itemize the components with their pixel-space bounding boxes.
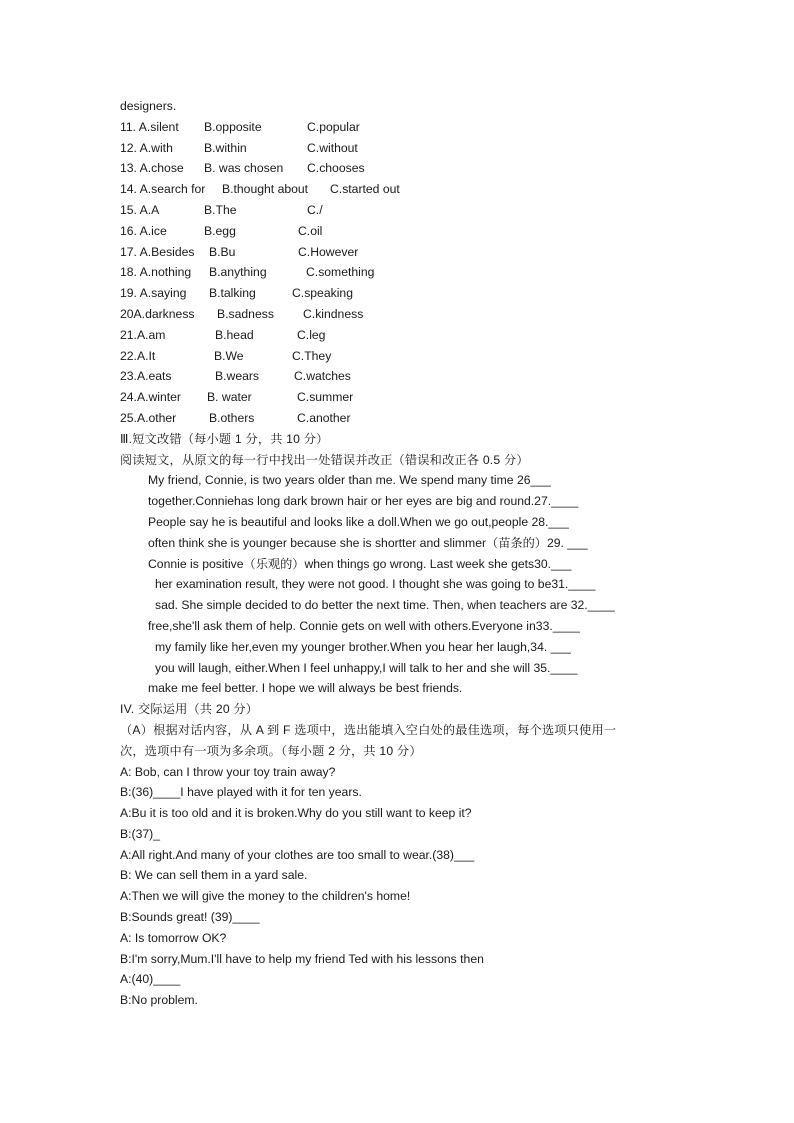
dialogue-line: B:(37)_ <box>120 826 160 841</box>
option-row-22 <box>120 346 720 367</box>
passage-line: free,she'll ask them of help. Connie gets on well with others.Everyone in33.____ <box>148 618 580 633</box>
dialogue-line: B:I'm sorry,Mum.I'll have to help my friend Ted with his lessons then <box>120 951 484 966</box>
option-a: 17. A.Besides <box>120 244 195 259</box>
option-a: 22.A.It <box>120 348 156 363</box>
section-title: Ⅲ.短文改错（每小题 1 分，共 10 分） <box>120 431 329 446</box>
passage-line: together.Conniehas long dark brown hair or her eyes are big and round.27.____ <box>148 494 579 509</box>
option-row-23 <box>120 366 720 387</box>
option-a: 16. A.ice <box>120 223 167 238</box>
option-row-12 <box>120 138 720 159</box>
option-b: B.sadness <box>217 306 274 321</box>
option-c: C.something <box>306 265 375 280</box>
option-row-24 <box>120 387 720 408</box>
option-row-18 <box>120 262 720 283</box>
section-error-correction <box>120 429 720 699</box>
option-row-16 <box>120 221 720 242</box>
dialogue-line: A:Then we will give the money to the children's home! <box>120 889 411 904</box>
passage-line: often think she is younger because she is shortter and slimmer（苗条的）29. ___ <box>148 535 588 550</box>
passage-line: my family like her,even my younger brother.When you hear her laugh,34. ___ <box>155 639 571 654</box>
passage-line: make me feel better. I hope we will always be best friends. <box>148 681 463 696</box>
passage-line: My friend, Connie, is two years older than me. We spend many time 26___ <box>148 473 551 488</box>
dialogue-line: A:(40)____ <box>120 972 181 987</box>
option-c: C.started out <box>330 182 400 197</box>
dialogue-line: A: Bob, can I throw your toy train away? <box>120 764 336 779</box>
option-b: B.egg <box>204 223 236 238</box>
option-a: 23.A.eats <box>120 369 172 384</box>
passage-line: sad. She simple decided to do better the next time. Then, when teachers are 32.____ <box>155 598 615 613</box>
passage-line: Connie is positive（乐观的）when things go wrong. Last week she gets30.___ <box>148 556 572 571</box>
option-c: C.speaking <box>292 286 353 301</box>
options-list <box>120 117 720 429</box>
option-b: B. water <box>207 390 252 405</box>
option-row-25 <box>120 408 720 429</box>
option-b: B.We <box>214 348 244 363</box>
option-row-19 <box>120 283 720 304</box>
dialogue-line: A: Is tomorrow OK? <box>120 930 227 945</box>
option-b: B.within <box>204 140 247 155</box>
document-content <box>120 96 720 1011</box>
option-c: C.summer <box>297 390 354 405</box>
option-row-13 <box>120 158 720 179</box>
option-b: B.wears <box>215 369 260 384</box>
option-c: C.oil <box>298 223 323 238</box>
option-c: C.chooses <box>307 161 365 176</box>
option-c: C.However <box>298 244 359 259</box>
option-row-15 <box>120 200 720 221</box>
option-b: B.The <box>204 202 237 217</box>
option-b: B.opposite <box>204 119 262 134</box>
section-title: IV. 交际运用（共 20 分） <box>120 702 259 717</box>
option-b: B.talking <box>209 286 256 301</box>
option-a: 14. A.search for <box>120 182 206 197</box>
option-a: 13. A.chose <box>120 161 184 176</box>
option-b: B.thought about <box>222 182 309 197</box>
section-instruction: 阅读短文，从原文的每一行中找出一处错误并改正（错误和改正各 0.5 分） <box>120 452 529 467</box>
dialogue-line: B:(36)____I have played with it for ten years. <box>120 785 362 800</box>
option-a: 24.A.winter <box>120 390 181 405</box>
option-a: 20A.darkness <box>120 306 195 321</box>
option-row-21 <box>120 325 720 346</box>
option-b: B. was chosen <box>204 161 284 176</box>
option-b: B.anything <box>209 265 267 280</box>
option-c: C.kindness <box>303 306 364 321</box>
option-row-20 <box>120 304 720 325</box>
option-c: C.popular <box>307 119 360 134</box>
option-b: B.head <box>215 327 254 342</box>
option-a: 25.A.other <box>120 410 177 425</box>
option-c: C.another <box>297 410 351 425</box>
section-instruction: （A）根据对话内容，从 A 到 F 选项中，选出能填入空白处的最佳选项，每个选项只使用一 <box>120 722 617 737</box>
option-c: C.leg <box>297 327 326 342</box>
section-communication <box>120 699 720 1011</box>
option-row-11 <box>120 117 720 138</box>
dialogue-line: B:No problem. <box>120 993 198 1008</box>
passage-line: her examination result, they were not good. I thought she was going to be31.____ <box>155 577 596 592</box>
option-a: 15. A.A <box>120 202 160 217</box>
option-c: C.watches <box>294 369 351 384</box>
option-a: 21.A.am <box>120 327 166 342</box>
option-c: C.They <box>292 348 332 363</box>
passage-line: you will laugh, either.When I feel unhappy,I will talk to her and she will 35.____ <box>155 660 578 675</box>
option-c: C./ <box>307 202 323 217</box>
option-a: 19. A.saying <box>120 286 187 301</box>
option-a: 18. A.nothing <box>120 265 192 280</box>
dialogue-line: A:All right.And many of your clothes are too small to wear.(38)___ <box>120 847 475 862</box>
passage-line: People say he is beautiful and looks like a doll.When we go out,people 28.___ <box>148 514 569 529</box>
option-row-14 <box>120 179 720 200</box>
option-c: C.without <box>307 140 358 155</box>
section-instruction: 次，选项中有一项为多余项。（每小题 2 分，共 10 分） <box>120 743 422 758</box>
option-a: 11. A.silent <box>120 119 179 134</box>
option-b: B.Bu <box>209 244 236 259</box>
dialogue-line: A:Bu it is too old and it is broken.Why do you still want to keep it? <box>120 806 472 821</box>
option-a: 12. A.with <box>120 140 173 155</box>
intro-word: designers. <box>120 99 177 113</box>
dialogue-line: B:Sounds great! (39)____ <box>120 910 260 925</box>
dialogue-line: B: We can sell them in a yard sale. <box>120 868 308 883</box>
option-row-17 <box>120 242 720 263</box>
option-b: B.others <box>209 410 255 425</box>
